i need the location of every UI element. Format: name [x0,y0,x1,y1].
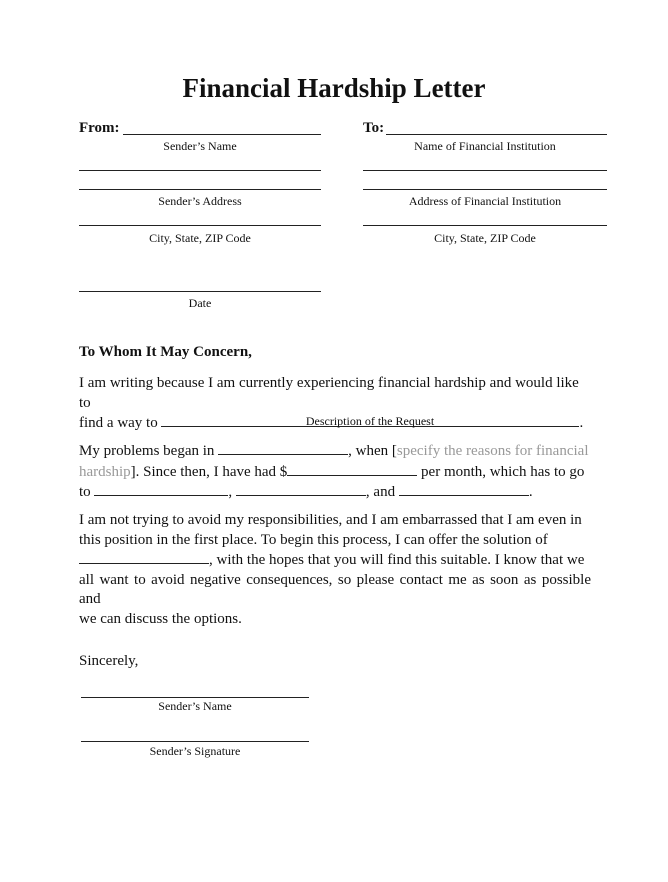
paragraph-2-g: , and [365,484,396,500]
signature-field[interactable] [81,741,309,742]
paragraph-1-prefix: find a way to [79,415,158,431]
sender-address-caption: Sender’s Address [158,194,242,208]
paragraph-2-e: to [79,484,91,500]
institution-address-caption: Address of Financial Institution [408,194,562,208]
signer-name-caption: Sender’s Name [158,699,232,713]
date-field[interactable] [79,291,321,292]
to-label: To: [363,120,385,136]
sender-name-caption: Sender’s Name [163,139,237,153]
paragraph-3-line-4: all want to avoid negative consequences, so please contact me as soon as possible and [79,571,591,607]
monthly-amount-field[interactable] [287,462,417,476]
paragraph-2-f: , [228,484,233,500]
institution-name-field[interactable] [386,134,607,135]
institution-address-line-2[interactable] [363,189,607,190]
paragraph-3-line-3 [79,550,591,571]
page-title: Financial Hardship Letter [182,73,486,103]
paragraph-3-line-2: this position in the first place. To begin this process, I can offer the solution of [79,531,548,548]
institution-city-caption: City, State, ZIP Code [434,231,536,245]
paragraph-2-b: , when [ [348,443,397,459]
paragraph-3-c: , with the hopes that you will find this suitable. I know that we [209,552,585,568]
paragraph-3-line-5: we can discuss the options. [79,610,242,627]
date-caption: Date [188,296,212,310]
solution-field[interactable] [79,550,209,564]
signer-name-field[interactable] [81,697,309,698]
paragraph-2-line-2 [79,462,591,483]
signature-caption: Sender’s Signature [149,744,241,758]
expense-field-2[interactable] [236,482,366,496]
paragraph-3-line-1: I am not trying to avoid my responsibilities, and I am embarrassed that I am even in [79,512,582,528]
sender-city-field[interactable] [79,225,321,226]
closing: Sincerely, [79,653,139,669]
paragraph-1-end: . [579,415,584,431]
from-label: From: [79,120,120,136]
paragraph-2-c: ]. Since then, I have had $ [130,463,288,480]
paragraph-2-h: . [528,484,533,500]
paragraph-2-line-3 [79,482,591,503]
expense-field-1[interactable] [94,482,228,496]
sender-name-field[interactable] [123,134,321,135]
paragraph-2-d: per month, which has to go [421,463,585,480]
institution-address-line-1[interactable] [363,170,607,171]
institution-name-caption: Name of Financial Institution [414,139,556,153]
reasons-placeholder-2[interactable]: hardship [79,463,131,480]
paragraph-3 [79,511,591,629]
start-date-field[interactable] [218,441,348,455]
paragraph-1-line-1: I am writing because I am currently experiencing financial hardship and would like to [79,375,579,411]
paragraph-2-a: My problems began in [79,443,215,459]
institution-city-field[interactable] [363,225,607,226]
sender-address-line-1[interactable] [79,170,321,171]
expense-field-3[interactable] [399,482,529,496]
sender-city-caption: City, State, ZIP Code [149,231,251,245]
sender-address-line-2[interactable] [79,189,321,190]
salutation: To Whom It May Concern, [79,344,252,360]
request-description-caption: Description of the Request [305,414,435,428]
reasons-placeholder-1[interactable]: specify the reasons for financial [396,443,589,459]
paragraph-2-line-1 [79,441,591,462]
paragraph-2 [79,441,591,503]
